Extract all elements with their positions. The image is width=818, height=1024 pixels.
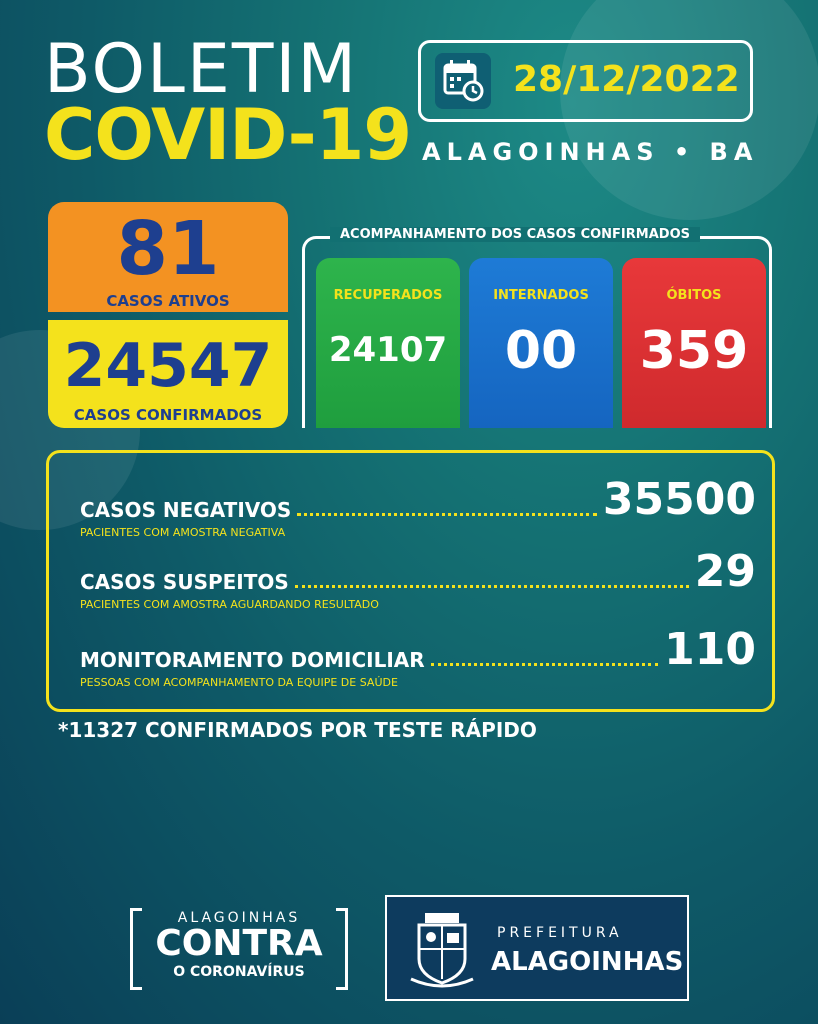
title-boletim: BOLETIM (44, 30, 359, 109)
active-cases-label: CASOS ATIVOS (106, 292, 230, 310)
suspected-cases-sub: PACIENTES COM AMOSTRA AGUARDANDO RESULTADO (80, 598, 379, 611)
campaign-logo (130, 908, 348, 990)
campaign-coronavirus: O CORONAVÍRUS (173, 964, 305, 980)
recovered-tile (316, 258, 460, 428)
negative-cases-sub: PACIENTES COM AMOSTRA NEGATIVA (80, 526, 286, 539)
home-monitoring-row (80, 624, 756, 689)
calendar-clock-icon (435, 53, 491, 109)
confirmed-cases-value: 24547 (63, 331, 273, 401)
tracking-title: ACOMPANHAMENTO DOS CASOS CONFIRMADOS (330, 227, 700, 242)
home-monitoring-sub: PESSOAS COM ACOMPANHAMENTO DA EQUIPE DE SAÚDE (80, 676, 398, 689)
bracket-left (130, 908, 142, 990)
active-cases-tile (48, 202, 288, 312)
negative-cases-row (80, 474, 756, 539)
deaths-label: ÓBITOS (666, 288, 722, 303)
date-box (418, 40, 753, 122)
suspected-cases-label: CASOS SUSPEITOS (80, 570, 289, 594)
prefeitura-logo (385, 895, 689, 1001)
negative-cases-value: 35500 (602, 474, 756, 525)
confirmed-cases-label: CASOS CONFIRMADOS (73, 406, 263, 424)
deaths-value: 359 (639, 321, 749, 381)
hospitalized-tile (469, 258, 613, 428)
hospitalized-value: 00 (504, 321, 578, 381)
negative-cases-label: CASOS NEGATIVOS (80, 498, 292, 522)
dotted-leader (295, 585, 689, 588)
active-cases-value: 81 (116, 206, 220, 292)
rapid-test-footnote: *11327 CONFIRMADOS POR TESTE RÁPIDO (58, 718, 537, 742)
prefeitura-city: ALAGOINHAS (491, 947, 684, 977)
campaign-contra: CONTRA (155, 923, 323, 964)
city-crest-icon (407, 909, 477, 989)
recovered-label: RECUPERADOS (333, 288, 443, 303)
recovered-value: 24107 (328, 330, 448, 370)
city-label: ALAGOINHAS • BA (422, 138, 759, 166)
home-monitoring-label: MONITORAMENTO DOMICILIAR (80, 648, 425, 672)
prefeitura-label: PREFEITURA (497, 925, 623, 941)
deaths-tile (622, 258, 766, 428)
campaign-city: ALAGOINHAS (177, 910, 301, 926)
suspected-cases-value: 29 (694, 546, 756, 597)
dotted-leader (297, 513, 597, 516)
bracket-right (336, 908, 348, 990)
title-covid: COVID-19 (44, 94, 412, 176)
suspected-cases-row (80, 546, 756, 611)
dotted-leader (431, 663, 658, 666)
hospitalized-label: INTERNADOS (493, 288, 589, 303)
home-monitoring-value: 110 (664, 624, 756, 675)
confirmed-cases-tile (48, 320, 288, 428)
date-text: 28/12/2022 (513, 59, 740, 100)
